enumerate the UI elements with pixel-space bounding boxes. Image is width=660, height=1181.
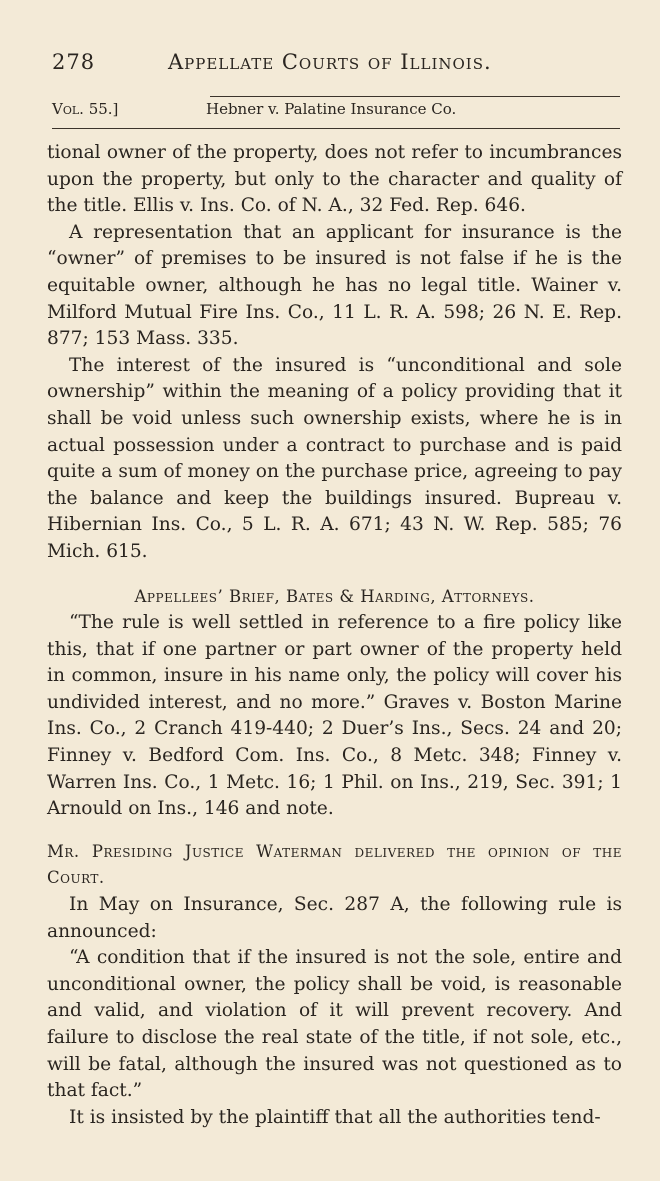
paragraph-plaintiff-insists: It is insisted by the plaintiff that all the authorities tend- [69,1106,601,1128]
header-rule-top [210,96,620,97]
paragraph-quoted-condition: “A condition that if the insured is not the sole, entire and unconditional owner, the policy shall be void, is reasonable and valid, and violation of it will prevent recovery. And failure to disclose the real state of the title, if not sole, etc., will be fatal, although the insured was not questioned as to that fact.” [47,947,622,1102]
appellees-brief-heading: Appellees’ Brief, Bates & Harding, Attorneys. [134,586,535,606]
running-title: Appellate Courts of Illinois. [168,50,492,74]
paragraph-continuation: tional owner of the property, does not refer to incumbrances upon the property, but only to the character and quality of the title. Ellis v. Ins. Co. of N. A., 32 Fed. Rep. 646. [47,142,622,217]
page-body [47,140,622,1131]
volume-label: Vol. 55.] [52,100,119,118]
page-number: 278 [52,50,96,74]
paragraph-may-on-insurance: In May on Insurance, Sec. 287 A, the following rule is announced: [47,894,622,942]
paragraph-appellees-brief: “The rule is well settled in reference to a fire policy like this, that if one partner or part owner of the property held in common, insure in his name only, the policy will cover his undivided interest, and no more.” Graves v. Boston Marine Ins. Co., 2 Cranch 419-440; 2 Duer’s Ins., Secs. 24 and 20; Finney v. Bedford Com. Ins. Co., 8 Metc. 348; Finney v. Warren Ins. Co., 1 Metc. 16; 1 Phil. on Ins., 219, Sec. 391; 1 Arnould on Ins., 146 and note. [47,612,622,820]
paragraph-wainer: A representation that an applicant for insurance is the “owner” of premises to be insured is not false if he is the equitable owner, although he has no legal title. Wainer v. Milford Mutual Fire Ins. Co., 11 L. R. A. 598; 26 N. E. Rep. 877; 153 Mass. 335. [47,221,622,350]
paragraph-bupreau: The interest of the insured is “unconditional and sole ownership” within the meaning of a policy providing that it shall be void unless such ownership exists, where he is in actual possession under a contract to purchase and is paid quite a sum of money on the purchase price, agreeing to pay the balance and keep the buildings insured. Bupreau v. Hibernian Ins. Co., 5 L. R. A. 671; 43 N. W. Rep. 585; 76 Mich. 615. [47,354,622,562]
opinion-heading: Mr. Presiding Justice Waterman delivered the opinion of the Court. [47,841,622,888]
case-title: Hebner v. Palatine Insurance Co. [206,100,457,118]
header-rule-bottom [52,128,620,129]
